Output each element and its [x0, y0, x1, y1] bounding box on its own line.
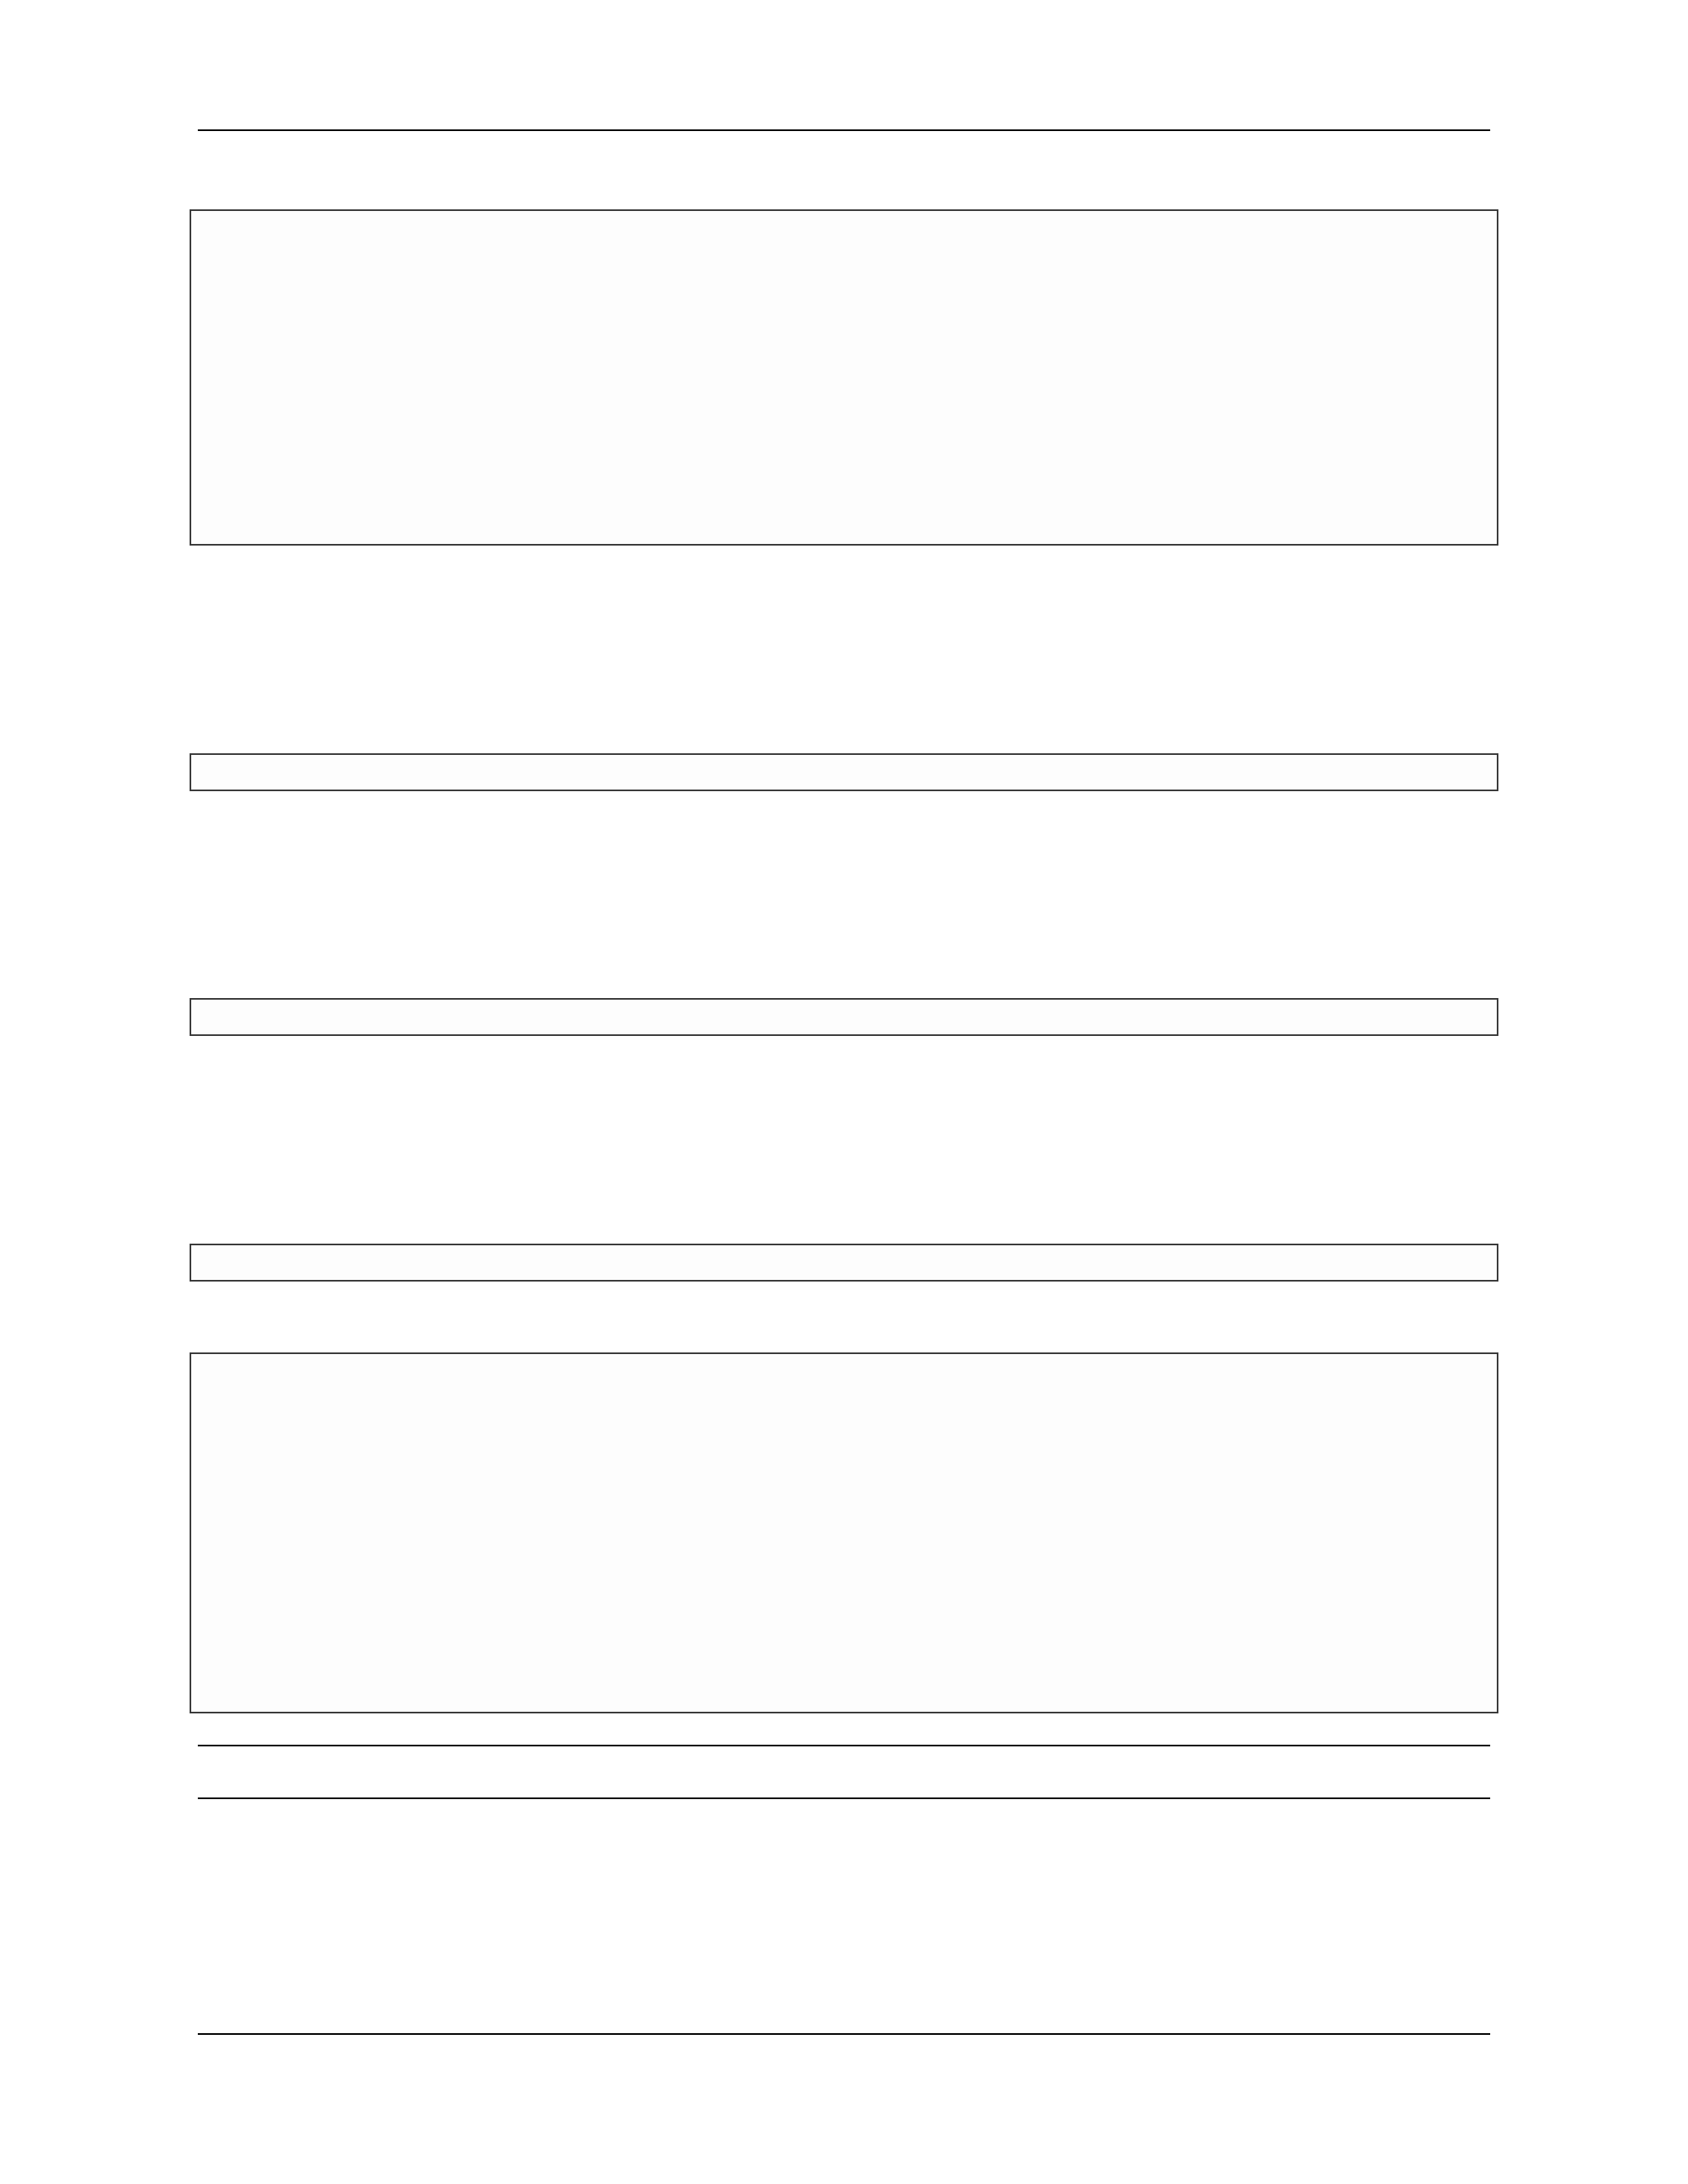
code-block-ins-output [190, 1352, 1498, 1713]
output-sp-line [199, 1535, 1489, 1566]
tip-box [198, 1745, 1490, 1799]
code-block-disassembly [190, 209, 1498, 546]
code-block-ins-command [190, 1244, 1498, 1282]
output-separator [199, 1596, 1489, 1627]
output-pc-line [199, 1445, 1489, 1475]
output-line-number-line [199, 1475, 1489, 1506]
output-linenumber-line [199, 1566, 1489, 1596]
output-blank-line [199, 1505, 1489, 1535]
code-block-cgi-command [190, 753, 1498, 791]
code-block-norun-command [190, 998, 1498, 1036]
output-blank-line [199, 1385, 1489, 1415]
output-dots-line [199, 1657, 1489, 1687]
header-rule [198, 129, 1490, 131]
output-dots-line [199, 1687, 1489, 1713]
output-operation-line [199, 1414, 1489, 1445]
output-dots-line [199, 1626, 1489, 1657]
footer-rule [198, 2033, 1490, 2035]
output-separator [199, 1354, 1489, 1385]
